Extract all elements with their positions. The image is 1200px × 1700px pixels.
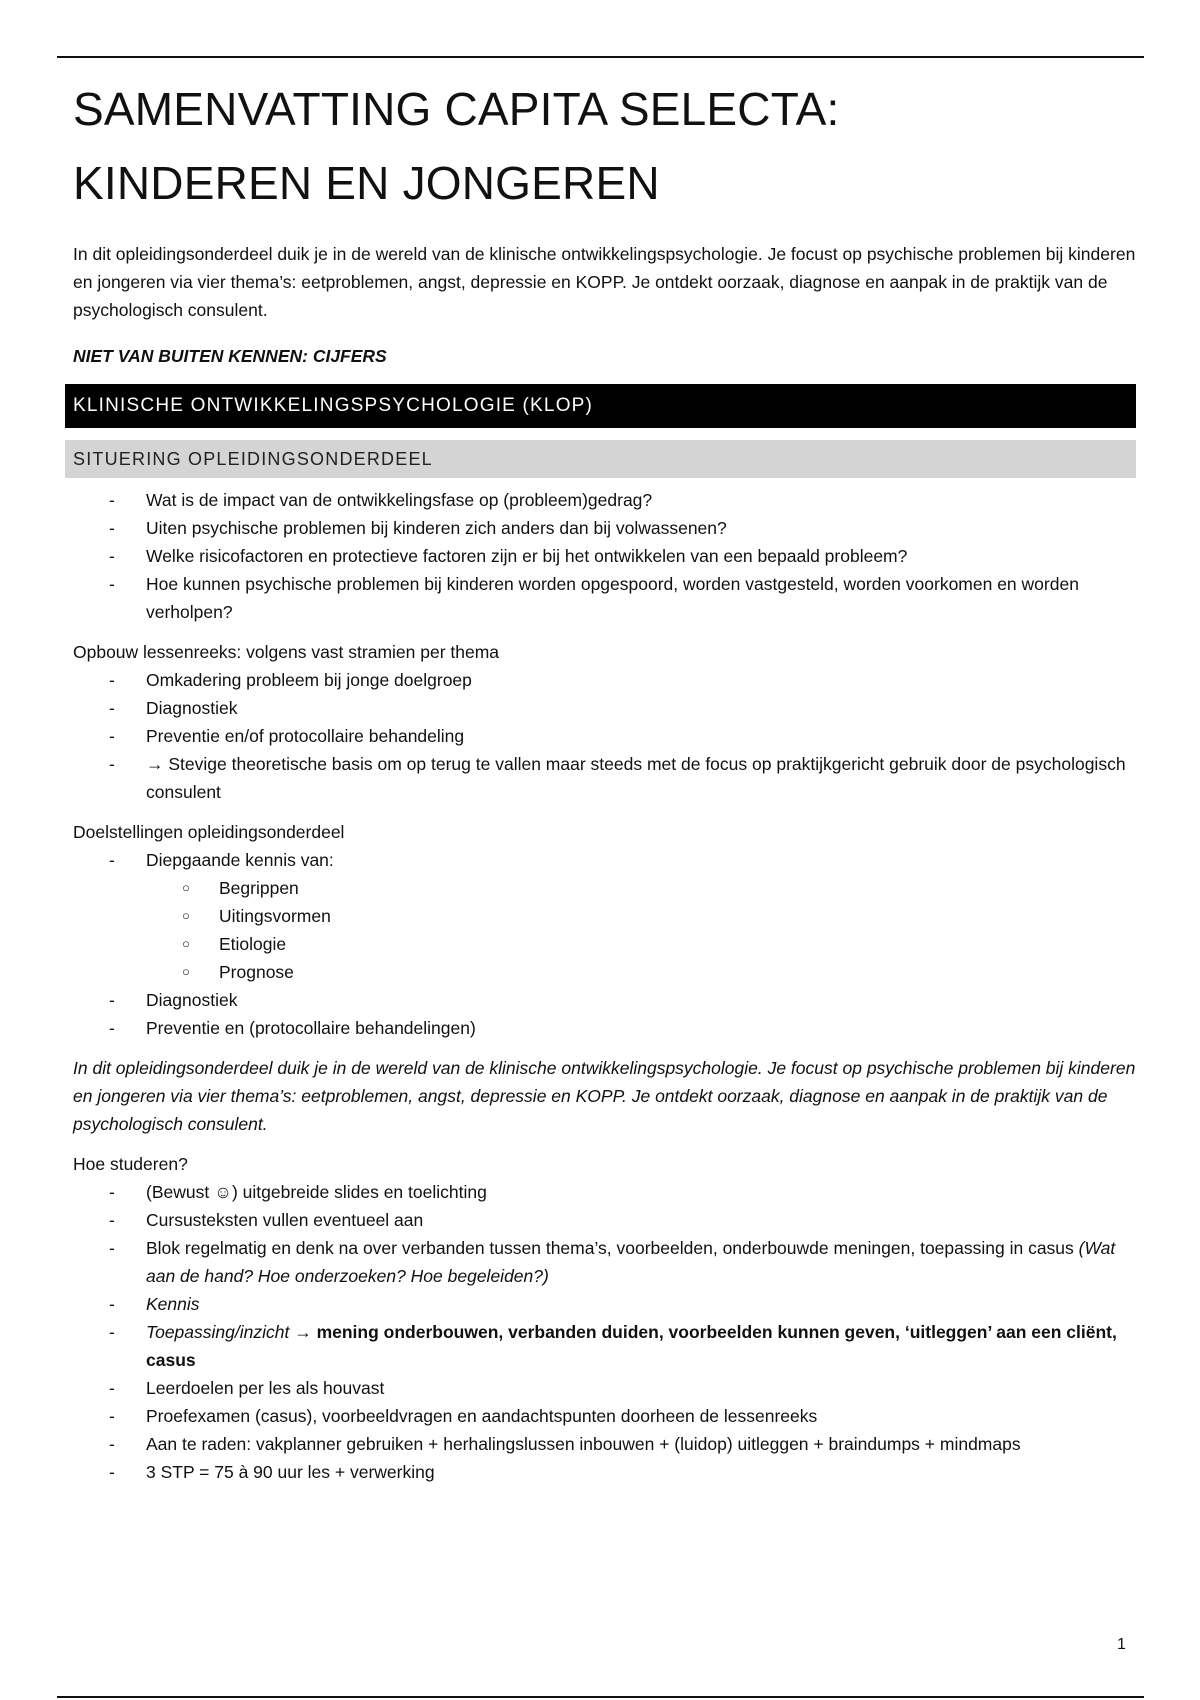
opbouw-list [73,666,1143,806]
sublist-item: ○ Begrippen [182,878,299,898]
doelstellingen-label: Doelstellingen opleidingsonderdeel [73,822,345,842]
list-item: - Hoe kunnen psychische problemen bij kinderen worden opgespoord, worden vastgesteld, worden voorkomen en worden verholpen? [109,574,1079,622]
list-item: - Blok regelmatig en denk na over verbanden tussen thema’s, voorbeelden, onderbouwde meningen, toepassing in casus (Wat aan de hand? Hoe onderzoeken? Hoe begeleiden?) [109,1238,1116,1286]
sublist-item: ○ Etiologie [182,934,287,954]
document-body [73,486,1143,1486]
title-line-2: KINDEREN EN JONGEREN [73,157,660,209]
sublist-item: ○ Uitingsvormen [182,906,331,926]
studeren-list [73,1178,1143,1486]
list-item: - Leerdoelen per les als houvast [109,1378,385,1398]
top-rule [57,56,1144,58]
page-number: 1 [1117,1636,1126,1653]
list-item: - Wat is de impact van de ontwikkelingsfase op (probleem)gedrag? [109,490,653,510]
intro-italic-paragraph: In dit opleidingsonderdeel duik je in de wereld van de klinische ontwikkelingspsychologie. Je focust op psychische problemen bij kinderen en jongeren via vier thema’s: eetproblemen, angst, depressie en KOPP. Je ontdekt oorzaak, diagnose en aanpak in de praktijk van de psychologisch consulent. [73,1058,1136,1134]
list-item: - Toepassing/inzicht → mening onderbouwen, verbanden duiden, voorbeelden kunnen geven, ‘uitleggen’ aan een cliënt, casus [109,1322,1117,1370]
list-item: - Diagnostiek [109,990,238,1010]
title-line-1: SAMENVATTING CAPITA SELECTA: [73,83,840,135]
studeren-label: Hoe studeren? [73,1154,188,1174]
list-item: - Cursusteksten vullen eventueel aan [109,1210,424,1230]
list-item: - Preventie en (protocollaire behandelingen) [109,1018,476,1038]
list-item: - Kennis [109,1294,200,1314]
list-item: - → Stevige theoretische basis om op terug te vallen maar steeds met de focus op praktijkgericht gebruik door de psychologisch consulent [109,754,1126,802]
list-item: - Diagnostiek [109,698,238,718]
list-item: - Welke risicofactoren en protectieve factoren zijn er bij het ontwikkelen van een bepaald probleem? [109,546,908,566]
sublist [146,874,1143,986]
opbouw-label: Opbouw lessenreeks: volgens vast stramien per thema [73,642,500,662]
doelstellingen-list [73,846,1143,1042]
list-item: - 3 STP = 75 à 90 uur les + verwerking [109,1462,435,1482]
sublist-item: ○ Prognose [182,962,294,982]
document-title [73,72,1143,220]
section-heading-klop: KLINISCHE ONTWIKKELINGSPSYCHOLOGIE (KLOP) [65,384,1136,428]
list-item: - Diepgaande kennis van: ○ Begrippen ○ Uitingsvormen ○ Etiologie ○ Prognose [73,846,1143,986]
list-item: - Preventie en/of protocollaire behandeling [109,726,465,746]
list-item: - (Bewust ☺) uitgebreide slides en toelichting [109,1182,487,1202]
list-item: - Proefexamen (casus), voorbeeldvragen en aandachtspunten doorheen de lessenreeks [109,1406,818,1426]
list-item: - Omkadering probleem bij jonge doelgroep [109,670,472,690]
list-item: - Aan te raden: vakplanner gebruiken + herhalingslussen inbouwen + (luidop) uitleggen + braindumps + mindmaps [109,1434,1021,1454]
questions-list [73,486,1143,626]
page-header [73,72,1143,370]
bottom-rule [57,1696,1144,1698]
list-item: - Uiten psychische problemen bij kinderen zich anders dan bij volwassenen? [109,518,727,538]
niet-van-buiten-note: NIET VAN BUITEN KENNEN: CIJFERS [73,346,387,366]
subsection-heading-situering: SITUERING OPLEIDINGSONDERDEEL [65,440,1136,478]
intro-paragraph: In dit opleidingsonderdeel duik je in de wereld van de klinische ontwikkelingspsychologie. Je focust op psychische problemen bij kinderen en jongeren via vier thema’s: eetproblemen, angst, depressie en KOPP. Je ontdekt oorzaak, diagnose en aanpak in de praktijk van de psychologisch consulent. [73,244,1136,320]
